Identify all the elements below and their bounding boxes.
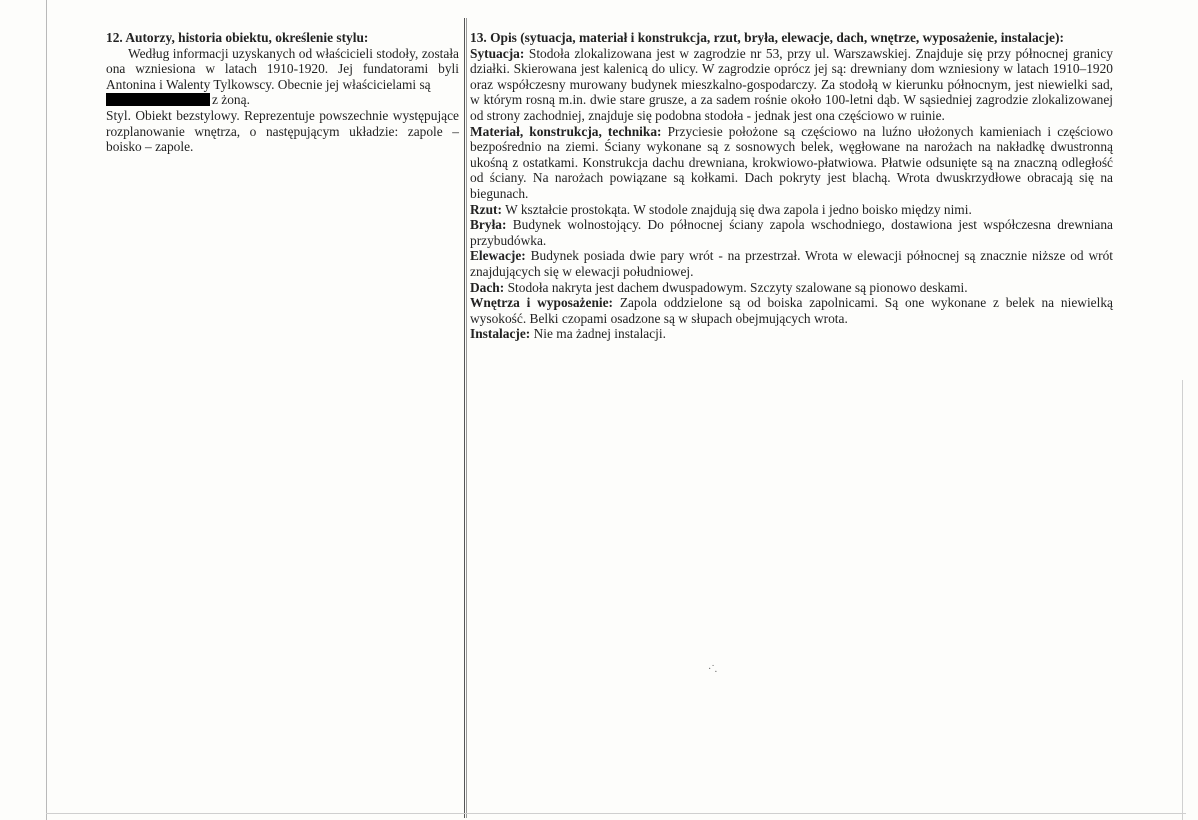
description-dach bbox=[470, 280, 1113, 296]
text-rzut: W kształcie prostokąta. W stodole znajdują się dwa zapola i jedno boisko między nimi. bbox=[505, 201, 972, 217]
text-elewacje: Budynek posiada dwie pary wrót - na przestrzał. Wrota w elewacji północnej są znacznie niższe od wrót znajdujących się w elewacji południowej. bbox=[470, 248, 1113, 279]
label-instalacje: Instalacje: bbox=[470, 326, 531, 342]
section-13 bbox=[470, 30, 1113, 342]
owners-line bbox=[106, 92, 459, 108]
label-elewacje: Elewacje: bbox=[470, 248, 526, 264]
label-bryla: Bryła: bbox=[470, 217, 507, 233]
description-bryla bbox=[470, 217, 1113, 248]
description-rzut bbox=[470, 202, 1113, 218]
page-edge-left bbox=[46, 0, 47, 820]
description-instalacje bbox=[470, 326, 1113, 342]
text-material: Przyciesie położone są częściowo na luźno ułożonych kamieniach i częściowo bezpośrednio na ziemi. Ściany wykonane są z sosnowych belek, węgłowane na narożach na nakładkę dwustronną ukośną z ostatkami. Konstrukcja dachu drewniana, krokwiowo-płatwiowa. Płatwie odsunięte są na znaczną odległość od ściany. Na narożach powiązane są kołkami. Dach pokryty jest blachą. Wrota dwuskrzydłowe obracają się na biegunach. bbox=[470, 123, 1113, 201]
description-elewacje bbox=[470, 248, 1113, 279]
label-rzut: Rzut: bbox=[470, 201, 502, 217]
page-edge-right bbox=[1182, 380, 1183, 820]
section-12-heading: 12. Autorzy, historia obiektu, określenie stylu: bbox=[106, 30, 369, 45]
text-instalacje: Nie ma żadnej instalacji. bbox=[533, 326, 666, 342]
text-bryla: Budynek wolnostojący. Do północnej ściany zapola wschodniego, dostawiona jest współczesna drewniana przybudówka. bbox=[470, 217, 1113, 248]
label-sytuacja: Sytuacja: bbox=[470, 45, 525, 61]
history-paragraph bbox=[106, 46, 459, 93]
label-dach: Dach: bbox=[470, 279, 505, 295]
description-material bbox=[470, 124, 1113, 202]
description-sytuacja bbox=[470, 46, 1113, 124]
label-material: Materiał, konstrukcja, technika: bbox=[470, 123, 662, 139]
history-text: Według informacji uzyskanych od właścicieli stodoły, została ona wzniesiona w latach 1910-1920. Jej fundatorami byli Antonina i Walenty Tylkowscy. Obecnie jej właścicielami są bbox=[106, 45, 459, 92]
section-12 bbox=[106, 30, 459, 155]
redaction-block bbox=[106, 93, 210, 106]
owners-tail: z żoną. bbox=[212, 92, 250, 108]
section-13-heading: 13. Opis (sytuacja, materiał i konstrukcja, rzut, bryła, elewacje, dach, wnętrze, wyposażenie, instalacje): bbox=[470, 30, 1064, 45]
text-dach: Stodoła nakryta jest dachem dwuspadowym. Szczyty szalowane są pionowo deskami. bbox=[507, 279, 968, 295]
column-divider bbox=[464, 18, 465, 818]
style-paragraph: Styl. Obiekt bezstylowy. Reprezentuje powszechnie występujące rozplanowanie wnętrza, o następującym układzie: zapole – boisko – zapole. bbox=[106, 107, 459, 155]
page-bottom-edge bbox=[46, 813, 1186, 814]
description-wnetrza bbox=[470, 295, 1113, 326]
scan-speck: ·˙. bbox=[708, 664, 718, 675]
text-sytuacja: Stodoła zlokalizowana jest w zagrodzie nr 53, przy ul. Warszawskiej. Znajduje się przy północnej granicy działki. Skierowana jest kalenicą do ulicy. W zagrodzie oprócz jej są: drewniany dom wzniesiony w latach 1910–1920 oraz współczesny murowany budynek mieszkalno-gospodarczy. Za stodołą w kierunku północnym, jest niewielki sad, w którym rosną m.in. dwie stare grusze, a za sadem rośnie około 100-letni dąb. W sąsiedniej zagrodzie zlokalizowanej od strony zachodniej, znajduje się podobna stodoła - jednak jest ona częściowo w ruinie. bbox=[470, 45, 1113, 123]
label-wnetrza: Wnętrza i wyposażenie: bbox=[470, 295, 614, 311]
text-wnetrza: Zapola oddzielone są od boiska zapolnicami. Są one wykonane z belek na niewielką wysokość. Belki czopami osadzone są w słupach obejmujących wrota. bbox=[470, 295, 1113, 326]
column-divider-inner bbox=[466, 18, 467, 818]
